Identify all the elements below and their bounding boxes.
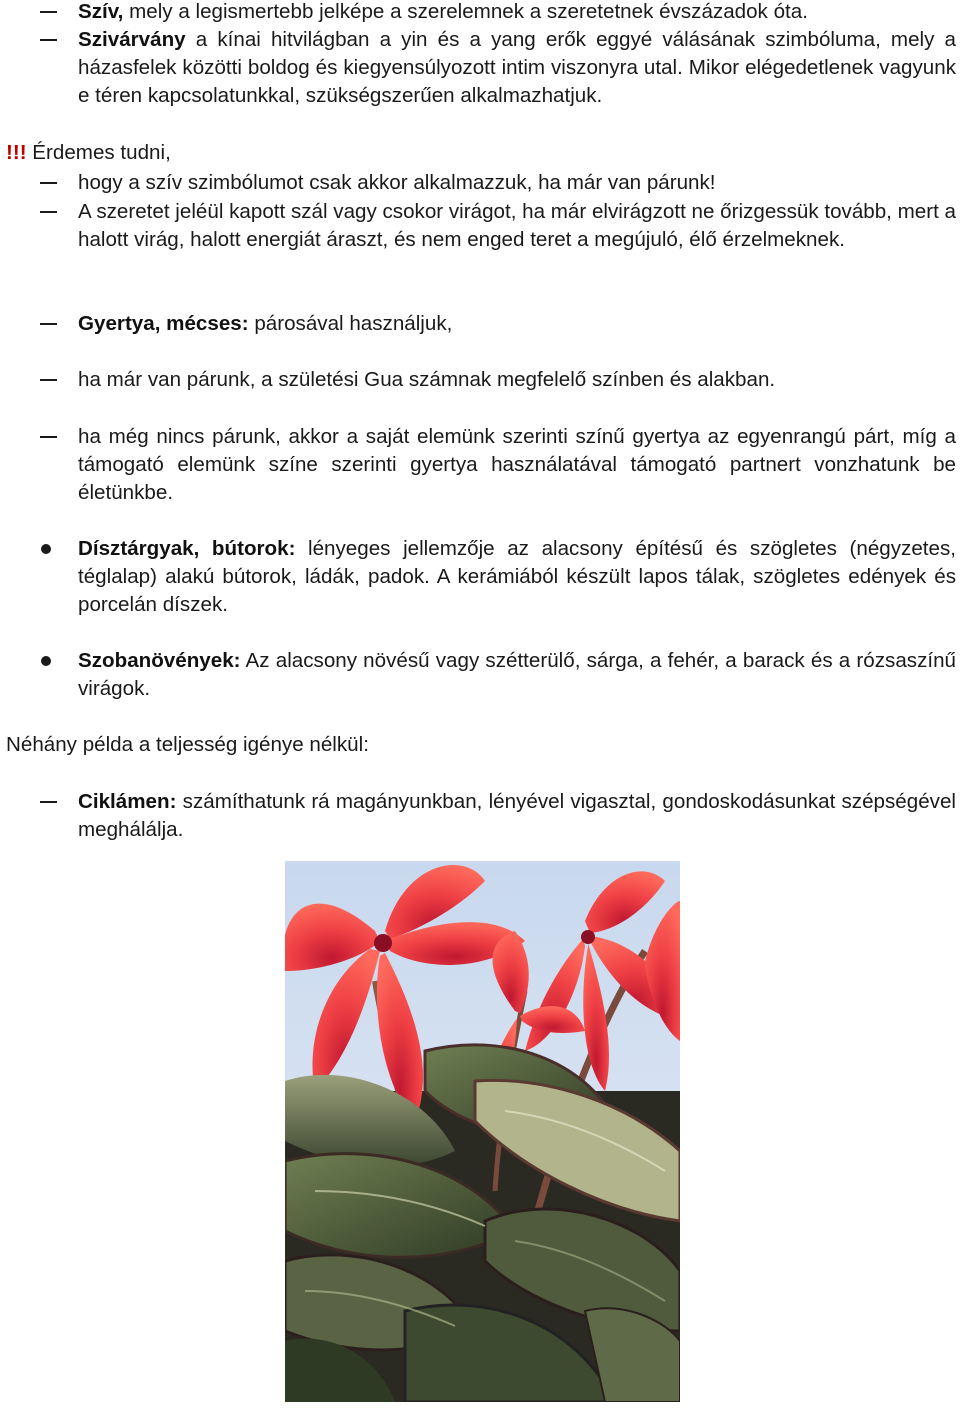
dash-marker [40,801,57,803]
examples-intro: Néhány példa a teljesség igénye nélkül: [6,733,369,756]
list-item-text: Szobanövények: Az alacsony növésű vagy szétterülő, sárga, a fehér, a barack és a rózsaszínű virágok. [78,649,956,700]
dash-marker [40,39,57,41]
list-item-text: A szeretet jeléül kapott szál vagy csokor virágot, ha már elvirágzott ne őrizgessük tovább, mert a halott virág, halott energiát áraszt, és nem enged teret a megújuló, élő érzelmeknek. [78,200,956,251]
dash-marker [40,323,57,325]
list-item-text: hogy a szív szimbólumot csak akkor alkalmazzuk, ha már van párunk! [78,171,716,194]
list-item-text: Dísztárgyak, bútorok: lényeges jellemzője az alacsony építésű és szögletes (négyzetes, téglalap) alakú bútorok, ládák, padok. A kerámiából készült lapos tálak, szögletes edények és porcelán díszek. [78,537,956,616]
dash-marker [40,182,57,184]
dash-marker [40,436,57,438]
list-item-text: ha már van párunk, a születési Gua számnak megfelelő színben és alakban. [78,368,776,391]
cyclamen-photo [285,861,680,1402]
note-heading: !!! Érdemes tudni, [6,141,171,164]
list-item-text: ha még nincs párunk, akkor a saját elemünk szerinti színű gyertya az egyenrangú párt, míg a támogató elemünk színe szerinti gyertya használatával támogató partnert vonzhatunk be életünkbe. [78,425,956,504]
warning-marks: !!! [6,141,27,164]
list-item-text: Gyertya, mécses: párosával használjuk, [78,312,453,335]
dash-marker [40,11,57,13]
list-item-text: Ciklámen: számíthatunk rá magányunkban, lényével vigasztal, gondoskodásunkat szépségével meghálálja. [78,790,956,841]
list-item-text: Szivárvány a kínai hitvilágban a yin és a yang erők eggyé válásának szimbóluma, mely a házasfelek közötti boldog és kiegyensúlyozott intim viszonyra utal. Mikor elégedetlenek vagyunk e téren kapcsolatunkkal, szükségszerűen alkalmazhatjuk. [78,28,956,107]
bullet-marker [41,544,51,554]
bullet-marker [41,656,51,666]
dash-marker [40,379,57,381]
dash-marker [40,211,57,213]
list-item-text: Szív, mely a legismertebb jelképe a szerelemnek a szeretetnek évszázadok óta. [78,0,808,23]
